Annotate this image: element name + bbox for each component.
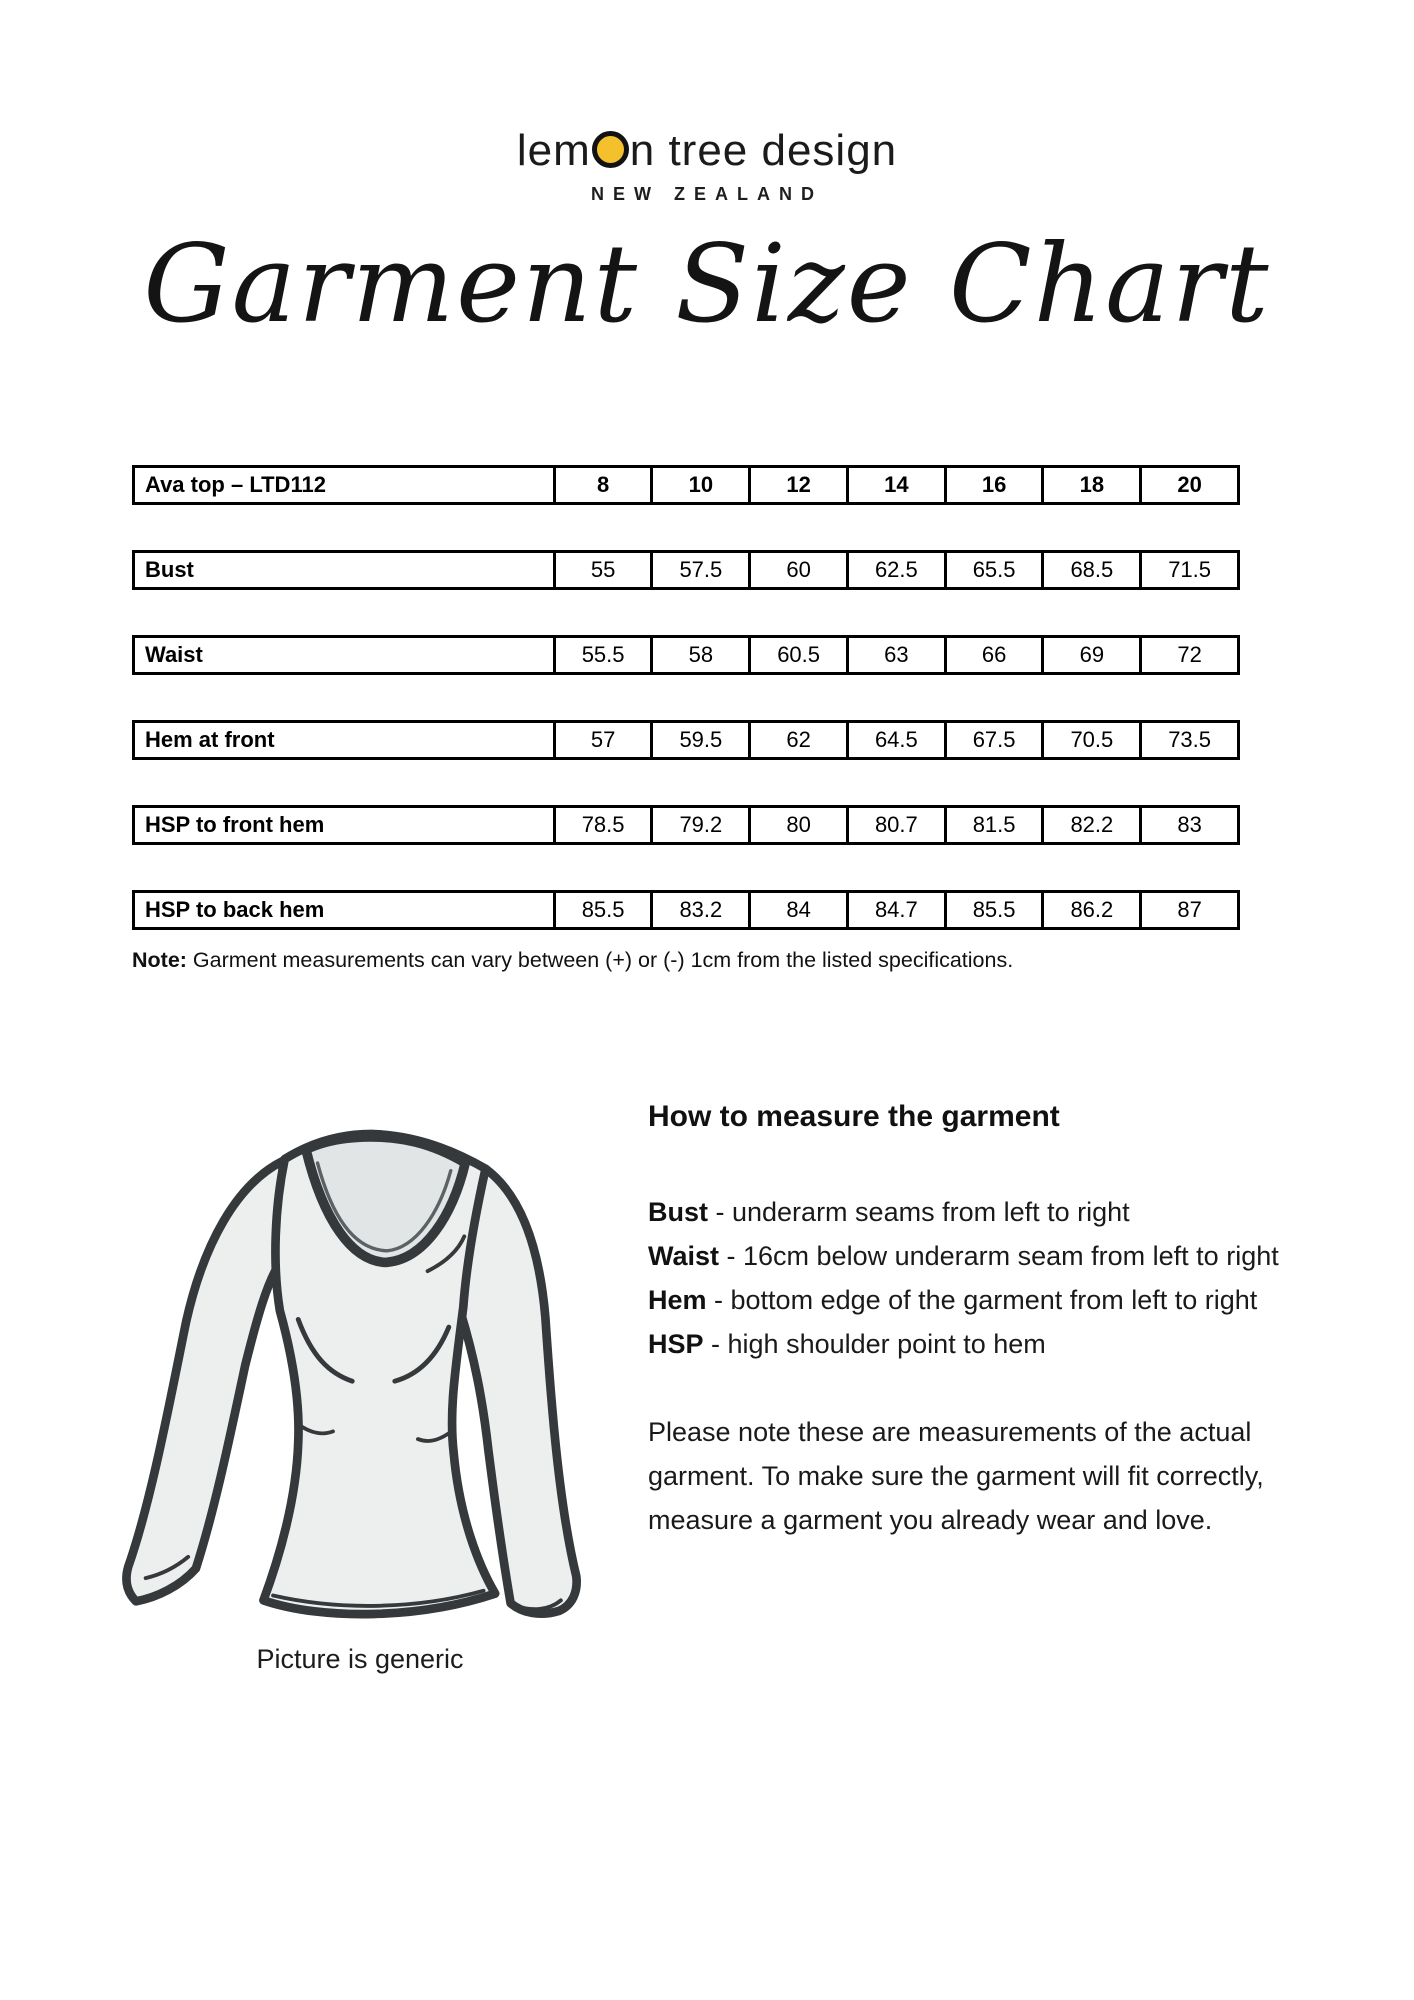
cell-value: 57.5 xyxy=(653,553,751,587)
cell-value: 85.5 xyxy=(556,893,654,927)
cell-value: 70.5 xyxy=(1044,723,1142,757)
lemon-dot-icon xyxy=(592,131,629,168)
cell-value: 87 xyxy=(1177,897,1202,922)
measure-definition: Hem - bottom edge of the garment from left to right xyxy=(648,1285,1258,1315)
cell-value: 66 xyxy=(947,638,1045,672)
cell-value: 60 xyxy=(751,553,849,587)
cell-value: 8 xyxy=(556,468,654,502)
size-table xyxy=(132,465,1240,975)
page-title: Garment Size Chart xyxy=(143,222,1271,347)
note-label: Note: xyxy=(132,948,187,972)
row-label: Ava top – LTD112 xyxy=(135,468,556,502)
cell-value: 83 xyxy=(1177,812,1202,837)
size-table-row xyxy=(132,550,1240,590)
measure-definition: Bust - underarm seams from left to right xyxy=(648,1197,1130,1227)
cell-value: 60.5 xyxy=(751,638,849,672)
cell-value: 69 xyxy=(1044,638,1142,672)
cell-value: 82.2 xyxy=(1044,808,1142,842)
figure-caption: Picture is generic xyxy=(256,1644,464,1674)
cell-value: 58 xyxy=(653,638,751,672)
cell-value: 14 xyxy=(849,468,947,502)
cell-value: 71.5 xyxy=(1168,557,1212,582)
cell-value: 80 xyxy=(751,808,849,842)
row-label: HSP to back hem xyxy=(135,893,556,927)
garment-illustration-icon xyxy=(100,1078,620,1638)
cell-value: 20 xyxy=(1177,472,1202,497)
cell-value: 57 xyxy=(556,723,654,757)
cell-value: 64.5 xyxy=(849,723,947,757)
cell-value: 84 xyxy=(751,893,849,927)
cell-value: 55.5 xyxy=(556,638,654,672)
brand-text-post: n tree design xyxy=(629,126,898,175)
size-table-row xyxy=(132,805,1240,845)
cell-value: 65.5 xyxy=(947,553,1045,587)
size-table-header-row xyxy=(132,465,1240,505)
definitions-list xyxy=(648,1190,1308,1366)
cell-value: 18 xyxy=(1044,468,1142,502)
guide-heading: How to measure the garment xyxy=(648,1100,1060,1133)
cell-value: 16 xyxy=(947,468,1045,502)
cell-value: 55 xyxy=(556,553,654,587)
row-label: Hem at front xyxy=(135,723,556,757)
cell-value: 68.5 xyxy=(1044,553,1142,587)
note-text: Note: Garment measurements can vary between (+) or (-) 1cm from the listed specifications. xyxy=(132,948,1014,972)
cell-value: 83.2 xyxy=(653,893,751,927)
size-table-row xyxy=(132,635,1240,675)
measure-definition: Waist - 16cm below underarm seam from left to right xyxy=(648,1241,1279,1271)
cell-value: 73.5 xyxy=(1168,727,1212,752)
brand-header xyxy=(0,126,1414,205)
cell-value: 63 xyxy=(849,638,947,672)
cell-value: 59.5 xyxy=(653,723,751,757)
cell-value: 72 xyxy=(1177,642,1202,667)
cell-value: 79.2 xyxy=(653,808,751,842)
cell-value: 12 xyxy=(751,468,849,502)
guide-paragraph: Please note these are measurements of the actual garment. To make sure the garment will fit correctly, measure a garment you already wear and love. xyxy=(648,1417,1264,1535)
cell-value: 62.5 xyxy=(849,553,947,587)
cell-value: 78.5 xyxy=(556,808,654,842)
garment-figure xyxy=(100,1078,620,1675)
cell-value: 86.2 xyxy=(1044,893,1142,927)
row-label: Waist xyxy=(135,638,556,672)
cell-value: 62 xyxy=(751,723,849,757)
size-table-row xyxy=(132,720,1240,760)
measure-definition: HSP - high shoulder point to hem xyxy=(648,1329,1046,1359)
brand-logo xyxy=(0,126,1414,176)
cell-value: 84.7 xyxy=(849,893,947,927)
cell-value: 67.5 xyxy=(947,723,1045,757)
cell-value: 80.7 xyxy=(849,808,947,842)
row-label: HSP to front hem xyxy=(135,808,556,842)
cell-value: 81.5 xyxy=(947,808,1045,842)
cell-value: 10 xyxy=(653,468,751,502)
size-table-row xyxy=(132,890,1240,930)
cell-value: 85.5 xyxy=(947,893,1045,927)
row-label: Bust xyxy=(135,553,556,587)
brand-text-pre: lem xyxy=(516,126,591,175)
brand-country: NEW ZEALAND xyxy=(591,184,823,204)
measure-guide xyxy=(648,1100,1308,1542)
